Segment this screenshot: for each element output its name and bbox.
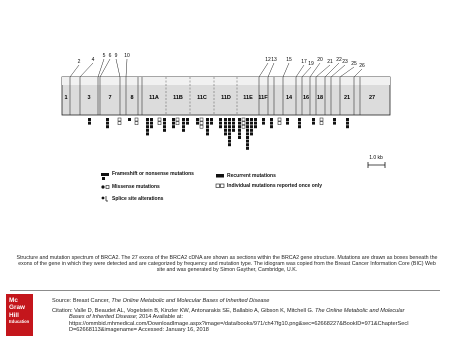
mutation-box [246,129,249,132]
mutation-box [246,147,249,150]
mutation-box [246,136,249,139]
segment-label: 16 [302,95,310,101]
mutation-box [346,118,349,121]
mutation-box [242,122,245,125]
exon-pointer-line [100,59,110,77]
mutation-box [146,118,149,121]
mutation-box [158,122,161,125]
segment-label: 11B [173,95,183,101]
source-line: Source: Breast Cancer, The Online Metabolic and Molecular Bases of Inherited Disease [52,298,270,304]
mutation-box [286,118,289,121]
mutation-box [206,132,209,135]
mutation-box [146,122,149,125]
mutation-box [270,118,273,121]
segment-label: 18 [316,95,324,101]
mutation-box [262,122,265,125]
mutation-box [163,122,166,125]
citation-text: Citation: Valle D, Beaudet AL, Vogelstein B, Kinzler KW, Antonarakis SE, Ballabio A, Gibson K, Mitchell G. The Online Metabolic and Molecular Bases of Inherited Disease; 2014 Available at: https://ommbid.mhmedical.com/DownloadImage.aspx?image=/data/books/971/ch47fg10.png&sec=62668227&BookID=971&ChapterSecI D=62668113&imagename= Accessed: January 16, 2018 [52,308,444,333]
mutation-box [238,118,241,121]
exon-number-label: 26 [359,63,365,69]
legend-recurrent: Recurrent mutations [227,173,276,179]
mutation-box [250,125,253,128]
mutation-box [106,122,109,125]
mutation-box [210,118,213,121]
exon-pointer-line [116,59,120,77]
mutation-box [232,125,235,128]
mutation-box [196,122,199,125]
individual-symbol [221,184,225,188]
exon-pointer-line [325,63,339,77]
mutation-box [246,122,249,125]
mutation-box [224,122,227,125]
mutation-box [176,118,179,121]
segment-label: 11A [149,95,159,101]
mutation-box [278,122,281,125]
mutation-box [262,118,265,121]
mutation-box [228,140,231,143]
exon-number-label: 21 [327,59,333,65]
mutation-box [146,125,149,128]
legend-splice: Splice site alterations [112,196,164,202]
segment-label: 8 [130,95,134,101]
segment-label: 11E [243,95,253,101]
segment-label: 27 [368,95,376,101]
segment-label: 11D [221,95,231,101]
mutation-box [219,125,222,128]
exon-pointer-line [70,65,79,77]
splice-symbol [102,197,105,200]
mutation-box [238,122,241,125]
mutation-box [150,122,153,125]
segment-label: 11F [258,95,268,101]
individual-symbol [216,184,220,188]
mutation-box [88,118,91,121]
mutation-box [298,118,301,121]
exon-pointer-line [283,63,289,77]
mutation-box [182,122,185,125]
mutation-box [182,125,185,128]
mutation-box [250,132,253,135]
mutation-box [228,136,231,139]
mutation-box [182,129,185,132]
missense-symbol [101,185,104,188]
mutation-box [242,125,245,128]
mutation-box [250,122,253,125]
mutation-box [238,132,241,135]
exon-number-label: 15 [286,57,292,63]
exon-number-label: 19 [308,61,314,67]
mutation-box [286,122,289,125]
mutation-box [254,118,257,121]
exon-number-label: 25 [351,61,357,67]
mutation-box [172,118,175,121]
recurrent-symbol [216,174,224,178]
exon-pointer-line [296,65,304,77]
divider [10,290,440,291]
mutation-box [250,118,253,121]
mutation-box [106,125,109,128]
exon-pointer-line [354,69,362,77]
mutation-box [118,122,121,125]
mutation-box [238,136,241,139]
mutation-box [246,118,249,121]
mutation-box [210,122,213,125]
mutation-box [163,129,166,132]
mutation-box [206,118,209,121]
missense-symbol [106,186,109,189]
exon-number-label: 9 [114,53,118,59]
frameshift-symbol [101,173,109,176]
mutation-box [172,125,175,128]
mutation-box [150,118,153,121]
mutation-box [270,125,273,128]
mutation-box [135,118,138,121]
mutation-box [278,118,281,121]
mutation-box [118,118,121,121]
mutation-box [246,132,249,135]
exon-number-label: 2 [77,59,81,65]
exon-pointer-line [340,67,354,77]
mutation-box [312,118,315,121]
mutation-box [206,125,209,128]
mutation-box [232,118,235,121]
mutation-box [172,122,175,125]
mutation-box [333,122,336,125]
frameshift-symbol [102,177,105,180]
exon-number-label: 12 [265,57,271,63]
mutation-box [206,122,209,125]
mutation-box [200,125,203,128]
citation-url[interactable]: https://ommbid.mhmedical.com/DownloadImage.aspx?image=/data/books/971/ch47fg10.png&sec=62668227&BookID=971&ChapterSecI [69,320,409,327]
mutation-box [238,129,241,132]
mutation-box [228,122,231,125]
mutation-box [254,125,257,128]
mutation-box [135,122,138,125]
mutation-box [228,118,231,121]
mutation-box [246,143,249,146]
mutation-box [228,132,231,135]
exon-number-label: 23 [342,59,348,65]
segment-label: 1 [64,95,68,101]
scale-label: 1.0 kb [369,155,383,161]
mutation-box [224,132,227,135]
exon-number-label: 17 [301,59,307,65]
mutation-box [224,118,227,121]
mutation-box [346,122,349,125]
mutation-box [333,118,336,121]
mutation-box [246,125,249,128]
mutation-box [219,118,222,121]
mutation-box [228,125,231,128]
exon-pointer-line [126,59,127,77]
mutation-box [163,118,166,121]
legend-missense: Missense mutations [112,184,160,190]
segment-label: 14 [285,95,293,101]
mutation-box [232,129,235,132]
exon-number-label: 5 [102,53,106,59]
mutation-box [238,125,241,128]
mutation-box [246,140,249,143]
mutation-box [146,129,149,132]
gene-bar-highlight [62,77,390,85]
mutation-box [196,118,199,121]
mutation-box [206,129,209,132]
figure-caption: Structure and mutation spectrum of BRCA2. The 27 exons of the BRCA2 cDNA are shown as sections within the BRCA2 gene structure. Mutations are drawn as boxes beneath the exons of the gene in which they were detected and are categorized by frequency and mutation type. The idiogram was copied from the Breast Cancer Information Core (BIC) Web site and was generated by Simon Gayther, Cambridge, U.K. [16,255,438,274]
exon-number-label: 22 [336,57,342,63]
mutation-box [320,122,323,125]
mutation-box [182,118,185,121]
publisher-logo: Mc Graw Hill Education [6,294,33,336]
mutation-box [176,122,179,125]
mutation-box [106,118,109,121]
mutation-box [312,122,315,125]
mutation-box [298,125,301,128]
mutation-box [200,122,203,125]
mutation-box [254,122,257,125]
exon-pointer-line [98,59,104,77]
legend-frameshift: Frameshift or nonsense mutations [112,171,194,177]
mutation-box [158,118,161,121]
mutation-box [146,132,149,135]
exon-number-label: 4 [91,57,95,63]
mutation-box [228,129,231,132]
mutation-box [346,125,349,128]
mutation-box [128,118,131,121]
segment-label: 7 [108,95,112,101]
mutation-box [232,122,235,125]
exon-number-label: 20 [317,57,323,63]
segment-label: 21 [343,95,351,101]
exon-pointer-line [268,63,274,77]
mutation-box [186,118,189,121]
segment-label: 11C [197,95,207,101]
splice-symbol [106,196,108,201]
exon-number-label: 6 [108,53,112,59]
mutation-box [200,118,203,121]
exon-pointer-line [259,63,268,77]
mutation-box [224,129,227,132]
mutation-box [242,118,245,121]
mutation-box [163,125,166,128]
mutation-box [320,118,323,121]
mutation-box [224,125,227,128]
mutation-box [250,129,253,132]
exon-number-label: 10 [124,53,130,59]
mutation-box [270,122,273,125]
segment-label: 3 [87,95,91,101]
mutation-box [228,143,231,146]
mutation-box [298,122,301,125]
mutation-box [219,122,222,125]
exon-pointer-line [316,65,330,77]
exon-pointer-line [302,67,311,77]
mutation-box [88,122,91,125]
mutation-box [186,122,189,125]
exon-pointer-line [80,63,93,77]
mutation-box [150,125,153,128]
exon-number-label: 13 [271,57,277,63]
legend-individual: Individual mutations reported once only [227,183,323,189]
